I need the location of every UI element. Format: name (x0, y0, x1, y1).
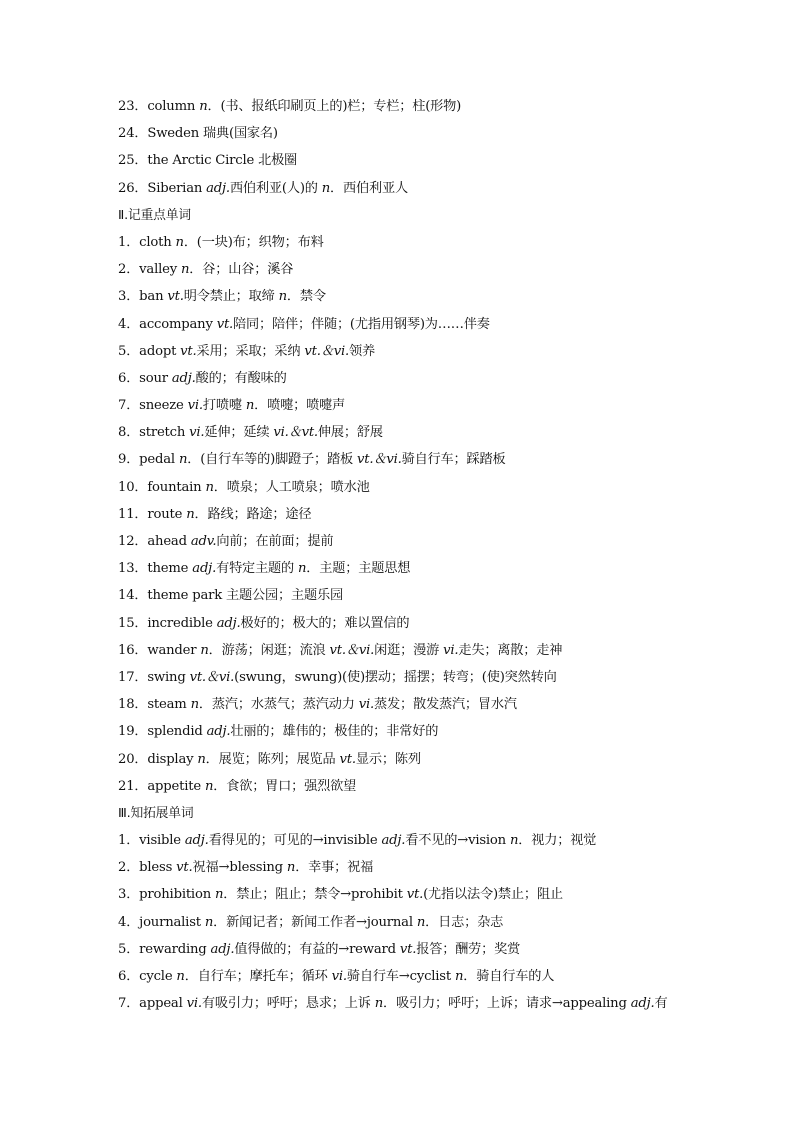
entry-text: 6．sour (118, 370, 172, 386)
vocab-entry (118, 365, 718, 392)
entry-text: ．自行车；摩托车；循环 (184, 969, 332, 984)
entry-text: 26．Siberian (118, 180, 207, 196)
vocab-entry (118, 147, 718, 174)
entry-text: 19．splendid (118, 724, 207, 740)
part-of-speech: n (186, 506, 195, 522)
vocab-entry (118, 528, 718, 555)
entry-text: 祝福→blessing (192, 860, 287, 876)
entry-text: ．食欲；胃口；强烈欲望 (213, 778, 357, 794)
entry-text: 走失；离散；走神 (458, 642, 563, 658)
part-of-speech: adj. (171, 370, 196, 386)
part-of-speech: n (214, 887, 224, 903)
entry-text: ．喷嚏；喷嚏声 (254, 398, 346, 414)
vocab-entry (118, 854, 718, 881)
entry-text: 8．stretch (118, 425, 190, 441)
entry-text: 25．the Arctic Circle 北极圈 (118, 153, 298, 169)
entry-text: ．日志；杂志 (425, 914, 504, 930)
entry-text: ．(一块)布；织物；布料 (183, 234, 324, 250)
entry-text: ．游荡；闲逛；流浪 (208, 642, 330, 658)
vocab-entry (118, 936, 718, 963)
vocab-entry (118, 229, 718, 256)
part-of-speech: vt. (399, 941, 417, 957)
part-of-speech: vi. (186, 996, 202, 1012)
part-of-speech: n (321, 180, 331, 196)
entry-text: 6．cycle (118, 969, 177, 984)
entry-text: ．禁止；阻止；禁令→prohibit (223, 887, 407, 903)
part-of-speech: n (197, 751, 206, 767)
vocab-entry (118, 909, 718, 936)
part-of-speech: n (175, 234, 184, 250)
vocab-entry (118, 610, 718, 637)
entry-text: 西伯利亚(人)的 (229, 180, 322, 196)
part-of-speech: vi. (358, 697, 375, 713)
part-of-speech: n (204, 914, 214, 930)
part-of-speech: n (286, 860, 296, 876)
part-of-speech: adj. (381, 833, 406, 849)
entry-text: 2．bless (118, 860, 177, 876)
entry-text: 值得做的；有益的→reward (234, 941, 400, 957)
part-of-speech: n (190, 697, 199, 713)
entry-text: 伸展；舒展 (317, 425, 383, 441)
entry-text: 壮丽的；雄伟的；极佳的；非常好的 (230, 724, 439, 740)
entry-text: 4．journalist (118, 914, 205, 930)
entry-text: 酸的；有酸味的 (195, 370, 287, 386)
entry-text: 3．ban (118, 289, 168, 305)
entry-text: 蒸发；散发蒸汽；冒水汽 (374, 697, 517, 713)
section-heading (118, 800, 718, 827)
entry-text: 骑自行车→cyclist (346, 969, 455, 984)
part-of-speech: vi. (331, 969, 347, 984)
section-heading (118, 202, 718, 229)
entry-text: 有 (654, 996, 668, 1012)
entry-text: ．谷；山谷；溪谷 (189, 262, 294, 278)
entry-text: Ⅲ.知拓展单词 (118, 805, 194, 821)
part-of-speech: n (204, 778, 214, 794)
entry-text: 1．visible (118, 833, 185, 849)
entry-text: 4．accompany (118, 316, 217, 332)
vocab-entry (118, 582, 718, 609)
vocab-entry (118, 283, 718, 310)
vocab-entry (118, 827, 718, 854)
entry-text: 5．adopt (118, 343, 181, 359)
part-of-speech: n (454, 969, 464, 984)
entry-text: ．主题；主题思想 (306, 561, 411, 577)
entry-text: ．展览；陈列；展览品 (205, 751, 340, 767)
part-of-speech: vi. (443, 642, 459, 658)
entry-text: 12．ahead (118, 534, 191, 549)
entry-text: (尤指以法令)禁止；阻止 (423, 887, 563, 903)
vocab-entry (118, 746, 718, 773)
entry-text: 3．prohibition (118, 887, 215, 903)
part-of-speech: n (298, 561, 307, 577)
part-of-speech: vt.＆vi. (356, 452, 402, 468)
part-of-speech: n (278, 289, 287, 305)
vocab-entry (118, 419, 718, 446)
entry-text: 16．wander (118, 642, 201, 658)
entry-text: 10．fountain (118, 479, 206, 495)
entry-text: 18．steam (118, 697, 191, 713)
vocab-entry (118, 555, 718, 582)
part-of-speech: adj. (192, 561, 217, 577)
entry-text: ．骑自行车的人 (463, 969, 555, 984)
part-of-speech: adj. (184, 833, 209, 849)
part-of-speech: n (374, 996, 384, 1012)
entry-text: 11．route (118, 506, 187, 522)
entry-text: 陪同；陪伴；伴随；(尤指用钢琴)为……伴奏 (233, 316, 490, 332)
part-of-speech: n (180, 262, 190, 278)
part-of-speech: vt. (339, 751, 356, 767)
entry-text: 打喷嚏 (202, 398, 246, 414)
part-of-speech: n (176, 969, 185, 984)
vocab-entry (118, 691, 718, 718)
entry-text: 20．display (118, 751, 198, 767)
vocab-entry (118, 881, 718, 908)
part-of-speech: n (205, 479, 214, 495)
vocab-entry (118, 664, 718, 691)
entry-text: ．西伯利亚人 (330, 180, 408, 196)
part-of-speech: vt. (180, 343, 197, 359)
part-of-speech: n (200, 642, 209, 658)
part-of-speech: vi.＆vt. (273, 425, 318, 441)
vocab-entry (118, 474, 718, 501)
entry-text: ．吸引力；呼吁；上诉；请求→appealing (383, 996, 631, 1012)
part-of-speech: vt. (216, 316, 234, 332)
entry-text: 采用；采取；采纳 (196, 343, 305, 359)
entry-text: 报答；酬劳；奖赏 (416, 941, 521, 957)
part-of-speech: vt. (167, 289, 184, 305)
part-of-speech: vi. (187, 398, 203, 414)
entry-text: 7．appeal (118, 996, 187, 1012)
entry-text: 15．incredible (118, 615, 217, 631)
entry-text: 13．theme (118, 561, 193, 577)
entry-text: 显示；陈列 (355, 751, 421, 767)
vocab-entry (118, 718, 718, 745)
entry-text: 领养 (349, 343, 375, 359)
vocabulary-list (118, 93, 718, 1017)
part-of-speech: adj. (206, 724, 231, 740)
vocab-entry (118, 311, 718, 338)
entry-text: ．喷泉；人工喷泉；喷水池 (213, 479, 370, 495)
entry-text: 看不见的→vision (405, 833, 510, 849)
part-of-speech: vt.＆vi. (189, 669, 235, 685)
entry-text: ．路线；路途；途径 (194, 506, 312, 522)
vocab-entry (118, 256, 718, 283)
entry-text: 23．column (118, 99, 200, 114)
entry-text: 明令禁止；取缔 (183, 289, 279, 305)
vocab-entry (118, 963, 718, 990)
entry-text: ．视力；视觉 (518, 833, 597, 849)
entry-text: 延伸；延续 (204, 425, 274, 441)
vocab-entry (118, 990, 718, 1017)
entry-text: ．(自行车等的)脚蹬子；踏板 (187, 452, 357, 468)
entry-text: ．禁令 (286, 289, 326, 305)
part-of-speech: vt. (406, 887, 424, 903)
entry-text: 有吸引力；呼吁；恳求；上诉 (201, 996, 375, 1012)
entry-text: 极好的；极大的；难以置信的 (240, 615, 410, 631)
vocab-entry (118, 773, 718, 800)
part-of-speech: vt.＆vi. (304, 343, 349, 359)
entry-text: ．新闻记者；新闻工作者→journal (213, 914, 417, 930)
part-of-speech: n (199, 99, 208, 114)
part-of-speech: adv. (190, 534, 217, 549)
vocab-entry (118, 120, 718, 147)
part-of-speech: n (509, 833, 519, 849)
part-of-speech: vi. (189, 425, 205, 441)
part-of-speech: n (416, 914, 426, 930)
vocab-entry (118, 175, 718, 202)
entry-text: 1．cloth (118, 234, 176, 250)
entry-text: 有特定主题的 (216, 561, 298, 577)
entry-text: 17．swing (118, 669, 190, 685)
entry-text: 21．appetite (118, 778, 205, 794)
entry-text: Ⅱ.记重点单词 (118, 207, 191, 223)
vocab-entry (118, 392, 718, 419)
part-of-speech: adj. (216, 615, 241, 631)
part-of-speech: vt.＆vi. (329, 642, 375, 658)
entry-text: 闲逛；漫游 (374, 642, 444, 658)
vocab-entry (118, 501, 718, 528)
entry-text: 看得见的；可见的→invisible (208, 833, 382, 849)
vocab-entry (118, 93, 718, 120)
part-of-speech: n (245, 398, 255, 414)
entry-text: 骑自行车；踩踏板 (401, 452, 506, 468)
part-of-speech: adj. (206, 180, 230, 196)
vocab-entry (118, 637, 718, 664)
entry-text: 7．sneeze (118, 398, 188, 414)
entry-text: 9．pedal (118, 452, 179, 468)
entry-text: 5．rewarding (118, 941, 211, 957)
vocab-entry (118, 446, 718, 473)
part-of-speech: vt. (176, 860, 193, 876)
entry-text: 向前；在前面；提前 (216, 534, 334, 549)
entry-text: ．蒸汽；水蒸气；蒸汽动力 (198, 697, 359, 713)
part-of-speech: adj. (210, 941, 235, 957)
part-of-speech: adj. (630, 996, 655, 1012)
entry-text: 24．Sweden 瑞典(国家名) (118, 126, 278, 142)
vocab-entry (118, 338, 718, 365)
part-of-speech: n (178, 452, 188, 468)
entry-text: ．幸事；祝福 (295, 860, 374, 876)
entry-text: ．(书、报纸印刷页上的)栏；专栏；柱(形物) (207, 99, 462, 114)
entry-text: 2．valley (118, 262, 181, 278)
entry-text: (swung，swung)(使)摆动；摇摆；转弯；(使)突然转向 (234, 669, 557, 685)
entry-text: 14．theme park 主题公园；主题乐园 (118, 588, 343, 604)
